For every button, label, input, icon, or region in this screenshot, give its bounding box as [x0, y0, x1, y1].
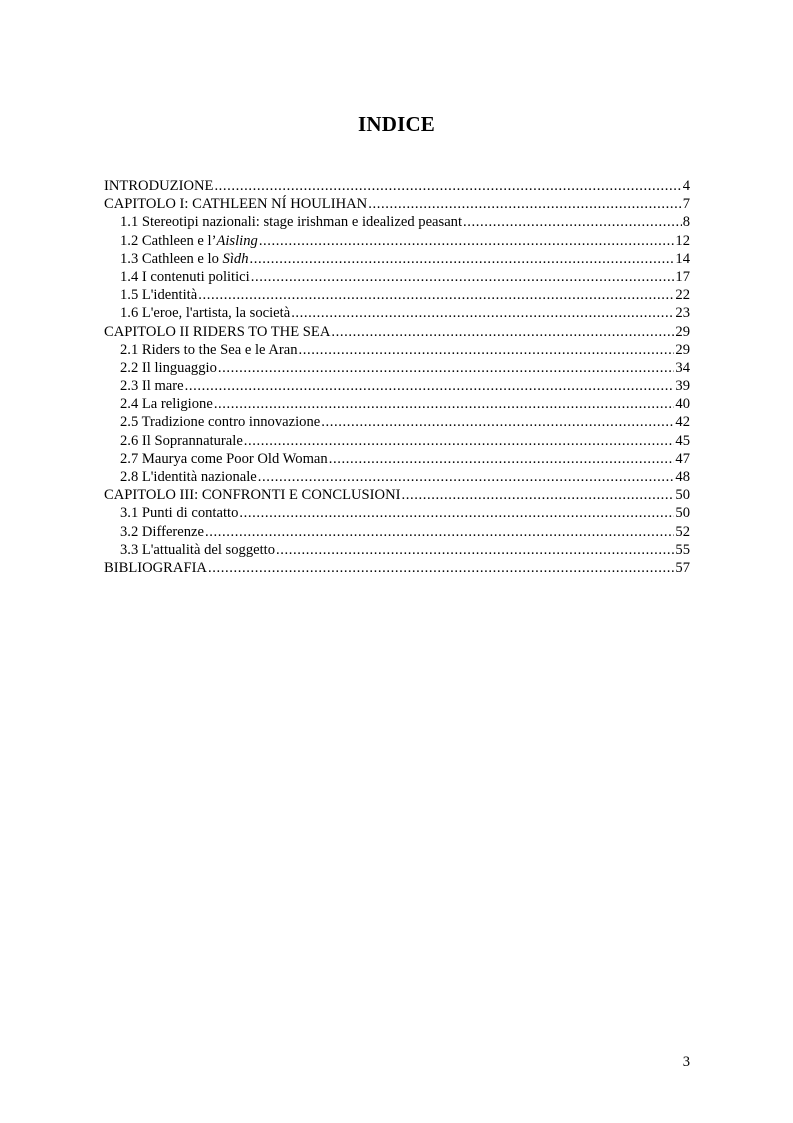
toc-entry-page: 50 — [675, 487, 690, 504]
toc-entry-label: BIBLIOGRAFIA — [104, 559, 207, 576]
toc-entry-page: 34 — [675, 359, 690, 376]
toc-section-entry — [104, 541, 690, 559]
toc-section-entry — [104, 232, 690, 250]
toc-section-entry — [104, 268, 690, 286]
toc-chapter-entry — [104, 177, 690, 195]
toc-dot-leader — [276, 541, 674, 559]
page-number: 3 — [682, 1054, 690, 1070]
toc-entry-page: 48 — [675, 469, 690, 485]
toc-section-entry — [104, 504, 690, 522]
toc-entry-label: 1.2 Cathleen e l’Aisling — [120, 232, 258, 249]
toc-entry-page: 52 — [675, 523, 690, 540]
toc-entry-label-italic: Sìdh — [222, 250, 249, 267]
toc-dot-leader — [368, 195, 682, 213]
toc-dot-leader — [214, 177, 681, 195]
toc-entry-label: 2.2 Il linguaggio — [120, 359, 217, 376]
toc-entry-page: 29 — [675, 323, 690, 340]
toc-entry-label: 2.6 Il Soprannaturale — [120, 432, 243, 449]
toc-dot-leader — [214, 395, 675, 413]
toc-dot-leader — [401, 486, 674, 504]
toc-dot-leader — [244, 432, 675, 450]
toc-entry-page: 42 — [675, 414, 690, 431]
toc-dot-leader — [198, 286, 674, 304]
toc-dot-leader — [331, 323, 674, 341]
toc-entry-label: 1.3 Cathleen e lo Sìdh — [120, 250, 249, 267]
page-title: INDICE — [357, 112, 436, 136]
toc-section-entry — [104, 304, 690, 322]
toc-section-entry — [104, 286, 690, 304]
toc-section-entry — [104, 413, 690, 431]
toc-entry-page: 22 — [675, 287, 690, 304]
toc-entry-page: 40 — [675, 396, 690, 413]
toc-entry-page: 7 — [682, 196, 690, 213]
toc-entry-label: 1.6 L'eroe, l'artista, la società — [120, 305, 291, 322]
toc-dot-leader — [259, 232, 675, 250]
toc-chapter-entry — [104, 323, 690, 341]
toc-entry-label: CAPITOLO II RIDERS TO THE SEA — [104, 323, 331, 340]
toc-entry-page: 29 — [675, 341, 690, 358]
toc-section-entry — [104, 468, 690, 486]
toc-entry-page: 47 — [675, 450, 690, 467]
toc-dot-leader — [250, 250, 675, 268]
toc-dot-leader — [205, 523, 674, 541]
toc-dot-leader — [321, 413, 674, 431]
toc-entry-label: 3.3 L'attualità del soggetto — [120, 541, 276, 558]
toc-dot-leader — [208, 559, 674, 577]
toc-section-entry — [104, 341, 690, 359]
toc-entry-label: 2.1 Riders to the Sea e le Aran — [120, 341, 298, 358]
toc-dot-leader — [291, 304, 674, 322]
toc-entry-label-italic: Aisling — [216, 232, 258, 249]
toc-entry-label: 2.8 L'identità nazionale — [120, 469, 257, 485]
toc-chapter-entry — [104, 195, 690, 213]
toc-dot-leader — [258, 468, 675, 486]
table-of-contents — [104, 177, 690, 577]
toc-entry-label: 3.2 Differenze — [120, 523, 205, 540]
toc-entry-page: 8 — [682, 214, 690, 231]
toc-entry-label: INTRODUZIONE — [104, 178, 214, 194]
toc-dot-leader — [329, 450, 675, 468]
toc-section-entry — [104, 450, 690, 468]
toc-entry-page: 39 — [675, 378, 690, 395]
toc-dot-leader — [251, 268, 675, 286]
toc-dot-leader — [299, 341, 675, 359]
toc-dot-leader — [185, 377, 675, 395]
toc-entry-label: 2.7 Maurya come Poor Old Woman — [120, 450, 328, 467]
toc-entry-page: 17 — [675, 268, 690, 285]
toc-entry-page: 23 — [675, 305, 690, 322]
toc-dot-leader — [218, 359, 675, 377]
toc-section-entry — [104, 250, 690, 268]
toc-dot-leader — [463, 213, 682, 231]
toc-entry-label: 3.1 Punti di contatto — [120, 505, 239, 522]
toc-section-entry — [104, 523, 690, 541]
toc-entry-label: 1.5 L'identità — [120, 287, 198, 304]
toc-section-entry — [104, 377, 690, 395]
toc-entry-label: 2.5 Tradizione contro innovazione — [120, 414, 321, 431]
toc-entry-page: 12 — [675, 232, 690, 249]
toc-chapter-entry — [104, 486, 690, 504]
toc-chapter-entry — [104, 559, 690, 577]
toc-entry-page: 14 — [675, 250, 690, 267]
toc-entry-page: 45 — [675, 432, 690, 449]
toc-entry-label: 1.1 Stereotipi nazionali: stage irishman e idealized peasant — [120, 214, 463, 231]
toc-entry-page: 50 — [675, 505, 690, 522]
toc-entry-label: CAPITOLO I: CATHLEEN NÍ HOULIHAN — [104, 196, 368, 213]
toc-entry-label: 2.3 Il mare — [120, 378, 184, 395]
toc-entry-page: 55 — [675, 541, 690, 558]
toc-dot-leader — [239, 504, 674, 522]
toc-entry-page: 4 — [682, 178, 690, 194]
toc-entry-label: CAPITOLO III: CONFRONTI E CONCLUSIONI — [104, 487, 401, 504]
toc-section-entry — [104, 432, 690, 450]
toc-entry-label: 2.4 La religione — [120, 396, 213, 413]
toc-entry-label: 1.4 I contenuti politici — [120, 268, 250, 285]
toc-entry-page: 57 — [675, 559, 690, 576]
toc-section-entry — [104, 213, 690, 231]
toc-section-entry — [104, 395, 690, 413]
toc-section-entry — [104, 359, 690, 377]
